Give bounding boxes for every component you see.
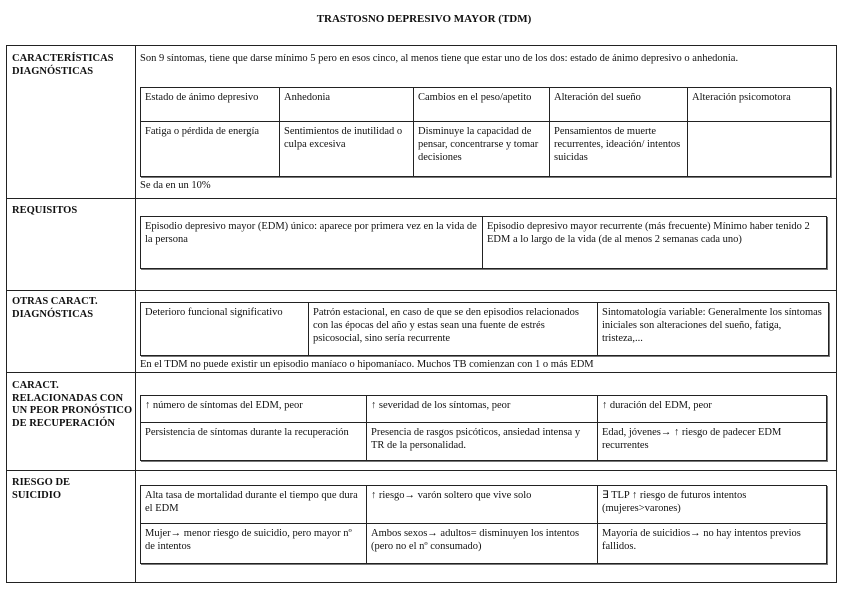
section-label-otras: OTRAS CARACT. DIAGNÓSTICAS [12, 296, 98, 320]
document-title: TRASTOSNO DEPRESIVO MAYOR (TDM) [316, 13, 532, 25]
cell: Alteración psicomotora [688, 88, 831, 122]
row-divider [6, 470, 837, 471]
symptoms-table [140, 87, 831, 177]
cell: Ambos sexos→ adultos= disminuyen los intentos (pero no el nº consumado) [367, 524, 598, 564]
cell: Mujer→ menor riesgo de suicidio, pero mayor nº de intentos [141, 524, 367, 564]
cell: Deterioro funcional significativo [141, 303, 309, 356]
otras-table [140, 302, 829, 356]
requisitos-table [140, 216, 827, 269]
cell: Persistencia de síntomas durante la recuperación [141, 423, 367, 461]
cell: Edad, jóvenes→ ↑ riesgo de padecer EDM recurrentes [598, 423, 827, 461]
cell: Disminuye la capacidad de pensar, concentrarse y tomar decisiones [414, 122, 550, 177]
cell: Presencia de rasgos psicóticos, ansiedad intensa y TR de la personalidad. [367, 423, 598, 461]
section-label-caracteristicas: CARACTERÍSTICAS DIAGNÓSTICAS [12, 53, 114, 77]
cell: Cambios en el peso/apetito [414, 88, 550, 122]
cell: Anhedonia [280, 88, 414, 122]
cell [688, 122, 831, 177]
section-intro: Son 9 síntomas, tiene que darse mínimo 5 pero en esos cinco, al menos tiene que estar uno de los dos: estado de ánimo depresivo o anhedonia. [140, 53, 739, 64]
section-label-pronostico: CARACT. RELACIONADAS CON UN PEOR PRONÓSTICO DE RECUPERACIÓN [12, 380, 133, 429]
column-divider [135, 45, 136, 583]
cell: Episodio depresivo mayor (EDM) único: aparece por primera vez en la vida de la persona [141, 217, 483, 269]
cell: Pensamientos de muerte recurrentes, ideación/ intentos suicidas [550, 122, 688, 177]
cell: Patrón estacional, en caso de que se den episodios relacionados con las épocas del año y estas sean una fuente de estrés psicosocial, sino sería recurrente [309, 303, 598, 356]
row-divider [6, 198, 837, 199]
cell: ↑ número de síntomas del EDM, peor [141, 396, 367, 423]
cell: ↑ duración del EDM, peor [598, 396, 827, 423]
row-divider [6, 290, 837, 291]
row-divider [6, 372, 837, 373]
cell: ↑ severidad de los síntomas, peor [367, 396, 598, 423]
cell: Mayoría de suicidios→ no hay intentos previos fallidos. [598, 524, 827, 564]
cell: Sintomatología variable: Generalmente los síntomas iniciales son alteraciones del sueño, fatiga, tristeza,... [598, 303, 829, 356]
pronostico-table [140, 395, 827, 461]
section-label-requisitos: REQUISITOS [12, 205, 78, 216]
section-label-suicidio: RIESGO DE SUICIDIO [12, 477, 71, 501]
section-note: En el TDM no puede existir un episodio maníaco o hipomaníaco. Muchos TB comienzan con 1 o más EDM [140, 359, 594, 370]
cell: ↑ riesgo→ varón soltero que vive solo [367, 486, 598, 524]
cell: Estado de ánimo depresivo [141, 88, 280, 122]
cell: Fatiga o pérdida de energía [141, 122, 280, 177]
cell: Episodio depresivo mayor recurrente (más frecuente) Mínimo haber tenido 2 EDM a lo largo de la vida (de al menos 2 semanas cada uno) [483, 217, 827, 269]
cell: Alteración del sueño [550, 88, 688, 122]
suicidio-table [140, 485, 827, 564]
section-note: Se da en un 10% [140, 180, 211, 191]
cell: Sentimientos de inutilidad o culpa excesiva [280, 122, 414, 177]
cell: Alta tasa de mortalidad durante el tiempo que dura el EDM [141, 486, 367, 524]
cell: ∃ TLP ↑ riesgo de futuros intentos (mujeres>varones) [598, 486, 827, 524]
